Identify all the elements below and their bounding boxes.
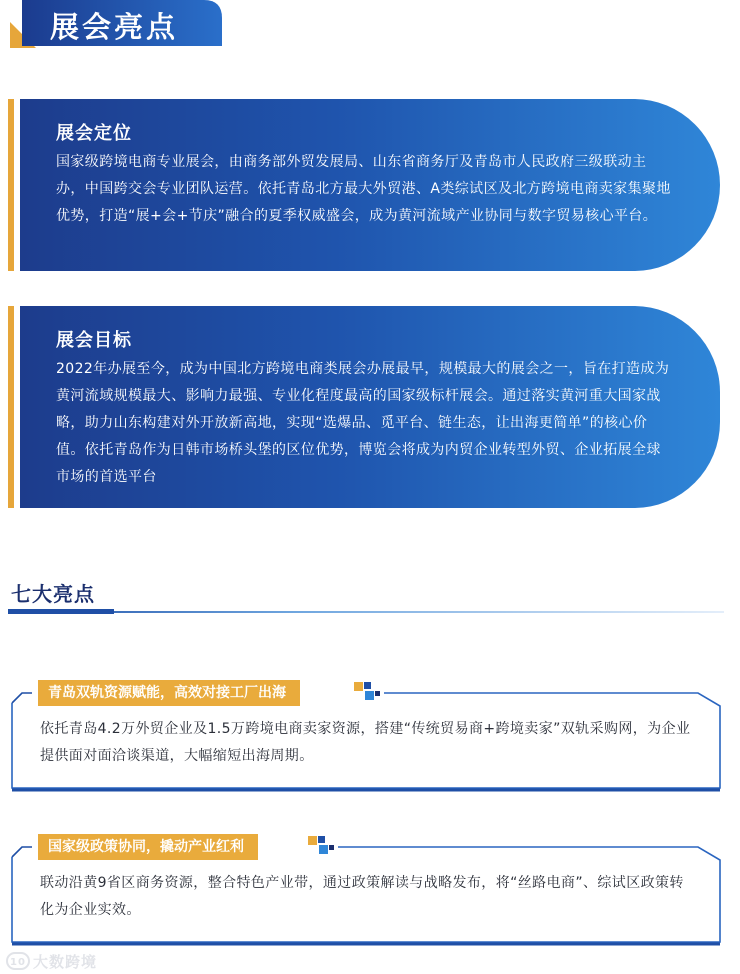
card-title: 展会目标 <box>56 330 132 351</box>
highlight-text: 联动沿黄9省区商务资源，整合特色产业带，通过政策解读与战略发布，将“丝路电商”、综试区政策转化为企业实效。 <box>40 875 684 918</box>
section-underline-accent <box>8 609 114 614</box>
card-positioning <box>8 99 720 271</box>
highlight-item <box>8 680 724 792</box>
card-body <box>20 99 720 271</box>
watermark-logo-icon: 10 <box>6 952 30 970</box>
deco-square-icon <box>318 836 325 843</box>
card-accent-bar <box>8 306 14 508</box>
section-underline <box>8 611 724 613</box>
highlight-tag: 国家级政策协同，撬动产业红利 <box>38 834 258 860</box>
highlight-item <box>8 834 724 946</box>
header-banner <box>10 0 222 48</box>
deco-square-icon <box>319 845 328 854</box>
watermark <box>6 950 97 972</box>
page-title: 展会亮点 <box>50 10 179 44</box>
deco-square-icon <box>364 682 371 689</box>
deco-square-icon <box>354 682 363 691</box>
deco-square-icon <box>365 691 374 700</box>
watermark-text: 大数跨境 <box>33 952 98 971</box>
deco-square-icon <box>329 845 334 850</box>
card-title: 展会定位 <box>56 123 132 144</box>
section-title: 七大亮点 <box>11 582 95 606</box>
card-text: 2022年办展至今，成为中国北方跨境电商类展会办展最早，规模最大的展会之一，旨在打造成为黄河流域规模最大、影响力最强、专业化程度最高的国家级标杆展会。通过落实黄河重大国家战略，助力山东构建对外开放新高地，实现“选爆品、觅平台、链生态，让出海更简单”的核心价值。依托青岛作为日韩市场桥头堡的区位优势，博览会将成为内贸企业转型外贸、企业拓展全球市场的首选平台 <box>56 361 670 485</box>
highlight-tag: 青岛双轨资源赋能，高效对接工厂出海 <box>38 680 300 706</box>
card-body <box>20 306 720 508</box>
card-accent-bar <box>8 99 14 271</box>
highlight-text: 依托青岛4.2万外贸企业及1.5万跨境电商卖家资源，搭建“传统贸易商+跨境卖家”双轨采购网，为企业提供面对面洽谈渠道，大幅缩短出海周期。 <box>40 721 691 764</box>
card-goals <box>8 306 720 508</box>
deco-square-icon <box>375 691 380 696</box>
deco-square-icon <box>308 836 317 845</box>
card-text: 国家级跨境电商专业展会，由商务部外贸发展局、山东省商务厅及青岛市人民政府三级联动主办，中国跨交会专业团队运营。依托青岛北方最大外贸港、A类综试区及北方跨境电商卖家集聚地优势，打造“展+会+节庆”融合的夏季权威盛会，成为黄河流域产业协同与数字贸易核心平台。 <box>56 154 671 224</box>
